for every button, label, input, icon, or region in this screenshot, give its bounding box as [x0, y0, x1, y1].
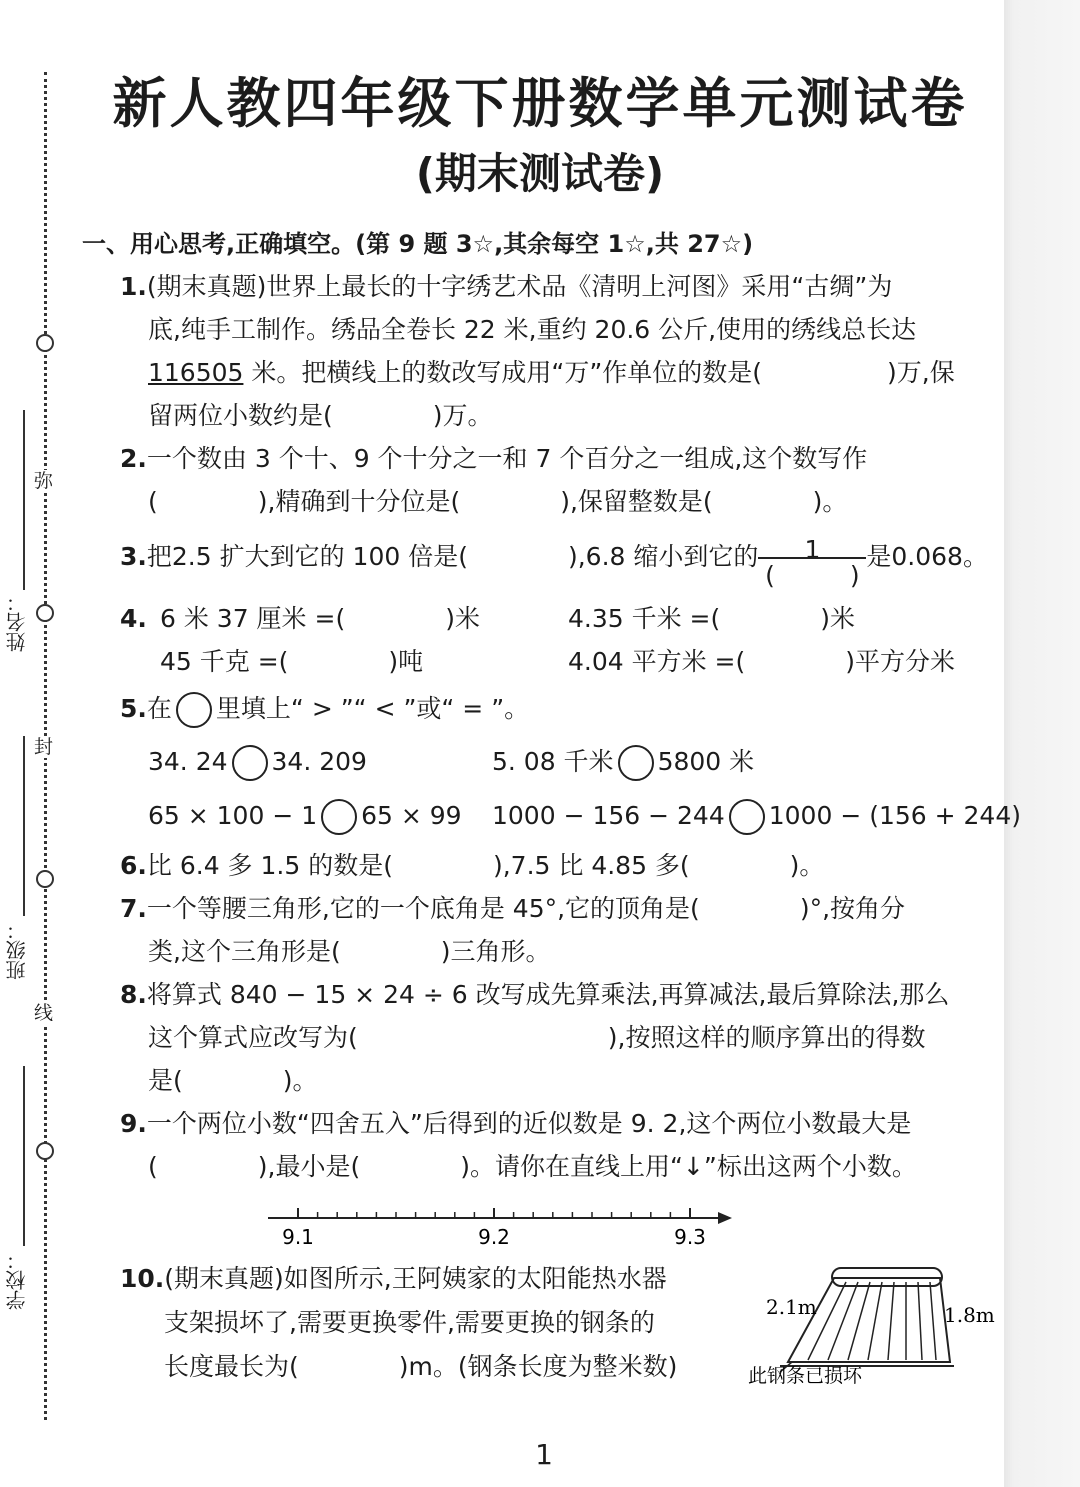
fraction-numerator: 1 [804, 535, 821, 564]
binding-hole [36, 334, 54, 352]
question-4-item-a: 6 米 37 厘米 =( )米 [160, 604, 480, 633]
compare-right: 1000 − (156 + 244) [768, 801, 1021, 830]
question-4-item-d: 4.04 平方米 =( )平方分米 [568, 647, 956, 676]
question-1-line-4: 留两位小数约是( )万。 [148, 401, 493, 430]
school-field-line [23, 1066, 25, 1246]
page-subtitle: (期末测试卷) [415, 149, 665, 198]
question-text: 一个等腰三角形,它的一个底角是 45°,它的顶角是( )°,按角分 [146, 894, 906, 923]
label-right-length: 1.8m [944, 1303, 995, 1327]
question-5-prompt [120, 692, 529, 728]
question-number: 7. [120, 894, 147, 923]
question-3 [120, 532, 988, 590]
question-number: 3. [120, 542, 147, 571]
compare-left: 1000 − 156 − 244 [492, 801, 725, 830]
tick-label-9-3: 9.3 [674, 1225, 706, 1249]
binding-hole [36, 870, 54, 888]
question-text: 一个两位小数“四舍五入”后得到的近似数是 9. 2,这个两位小数最大是 [146, 1109, 912, 1138]
label-left-length: 2.1m [766, 1295, 817, 1319]
binding-hole [36, 1142, 54, 1160]
question-2-line-1 [120, 442, 867, 476]
question-5-compare-3 [148, 799, 462, 835]
question-8-line-2: 这个算式应改写为( ),按照这样的顺序算出的得数 [148, 1023, 926, 1052]
question-9-line-1 [120, 1107, 911, 1141]
question-5-compare-1 [148, 745, 367, 781]
question-10-line-2: 支架损坏了,需要更换零件,需要更换的钢条的 [164, 1308, 655, 1337]
fraction [758, 533, 866, 590]
question-8-line-3: 是( )。 [148, 1066, 318, 1095]
question-number: 2. [120, 444, 147, 473]
question-text: 米。把横线上的数改写成用“万”作单位的数是( )万,保 [243, 358, 955, 387]
question-text: 比 6.4 多 1.5 的数是( ),7.5 比 4.85 多( )。 [146, 851, 825, 880]
panel-tubes [808, 1282, 936, 1360]
question-text: (期末真题)世界上最长的十字绣艺术品《清明上河图》采用“古绸”为 [146, 272, 893, 301]
school-field-label: 学校： [5, 1250, 29, 1310]
question-text: 将算式 840 − 15 × 24 ÷ 6 改写成先算乘法,再算减法,最后算除法,那么 [146, 980, 950, 1009]
question-7-line-2: 类,这个三角形是( )三角形。 [148, 937, 551, 966]
question-5-compare-2 [492, 745, 754, 781]
question-4-item-c: 45 千克 =( )吨 [160, 647, 424, 676]
compare-right: 65 × 99 [361, 801, 462, 830]
compare-circle[interactable] [618, 745, 654, 781]
question-2-line-2: ( ),精确到十分位是( ),保留整数是( )。 [148, 487, 848, 516]
compare-left: 5. 08 千米 [492, 747, 614, 776]
compare-right: 5800 米 [657, 747, 755, 776]
number-line-ticks [298, 1208, 690, 1218]
question-number: 6. [120, 851, 147, 880]
tick-label-9-1: 9.1 [282, 1225, 314, 1249]
question-8-line-1 [120, 978, 949, 1012]
question-text: 里填上“ > ”“ < ”或“ = ”。 [215, 694, 530, 723]
solar-panel-frame [788, 1278, 950, 1362]
question-number: 1. [120, 272, 147, 301]
fraction-denominator: ( ) [765, 561, 860, 590]
compare-circle[interactable] [232, 745, 268, 781]
question-6 [120, 849, 824, 883]
page-number: 1 [535, 1438, 553, 1471]
question-7-line-1 [120, 892, 905, 926]
question-5-compare-4 [492, 799, 1021, 835]
binding-char-xian: 线 [34, 1002, 54, 1024]
underlined-number: 116505 [148, 358, 244, 387]
question-text: 在 [146, 694, 172, 723]
number-line-arrow [718, 1212, 732, 1224]
class-field-line [23, 736, 25, 916]
question-number: 5. [120, 694, 147, 723]
question-number: 4. [120, 604, 147, 633]
binding-char-feng: 封 [34, 736, 54, 758]
water-heater-diagram [740, 1262, 1000, 1392]
tick-label-9-2: 9.2 [478, 1225, 510, 1249]
name-field-line [23, 410, 25, 590]
question-10-line-1 [120, 1262, 667, 1296]
section-heading: 一、用心思考,正确填空。(第 9 题 3☆,其余每空 1☆,共 27☆) [82, 230, 754, 258]
question-number: 9. [120, 1109, 147, 1138]
question-10-line-3: 长度最长为( )m。(钢条长度为整米数) [164, 1352, 678, 1381]
viewer-background [1004, 0, 1080, 1487]
question-9-line-2: ( ),最小是( )。请你在直线上用“↓”标出这两个小数。 [148, 1152, 917, 1181]
compare-circle [176, 692, 212, 728]
binding-hole [36, 604, 54, 622]
compare-left: 65 × 100 − 1 [148, 801, 318, 830]
question-number: 10. [120, 1264, 165, 1293]
page-title: 新人教四年级下册数学单元测试卷 [112, 72, 968, 135]
compare-left: 34. 24 [148, 747, 228, 776]
question-text: 一个数由 3 个十、9 个十分之一和 7 个百分之一组成,这个数写作 [146, 444, 868, 473]
question-4-row-1 [120, 602, 147, 636]
name-field-label: 姓名： [5, 592, 29, 652]
class-field-label: 班级： [5, 920, 29, 980]
compare-right: 34. 209 [271, 747, 367, 776]
question-4-item-b: 4.35 千米 =( )米 [568, 604, 856, 633]
question-text: (期末真题)如图所示,王阿姨家的太阳能热水器 [164, 1264, 667, 1293]
compare-circle[interactable] [729, 799, 765, 835]
question-1-line-1 [120, 270, 892, 304]
binding-char-mi: 弥 [34, 470, 54, 492]
question-1-line-3 [148, 356, 955, 390]
broken-bar-caption: 此钢条已损坏 [748, 1365, 863, 1387]
question-1-line-2: 底,纯手工制作。绣品全卷长 22 米,重约 20.6 公斤,使用的绣线总长达 [148, 315, 917, 344]
number-line [260, 1198, 740, 1250]
question-text: 是0.068。 [866, 542, 988, 571]
compare-circle[interactable] [321, 799, 357, 835]
question-text: 把2.5 扩大到它的 100 倍是( ),6.8 缩小到它的 [146, 542, 759, 571]
question-number: 8. [120, 980, 147, 1009]
